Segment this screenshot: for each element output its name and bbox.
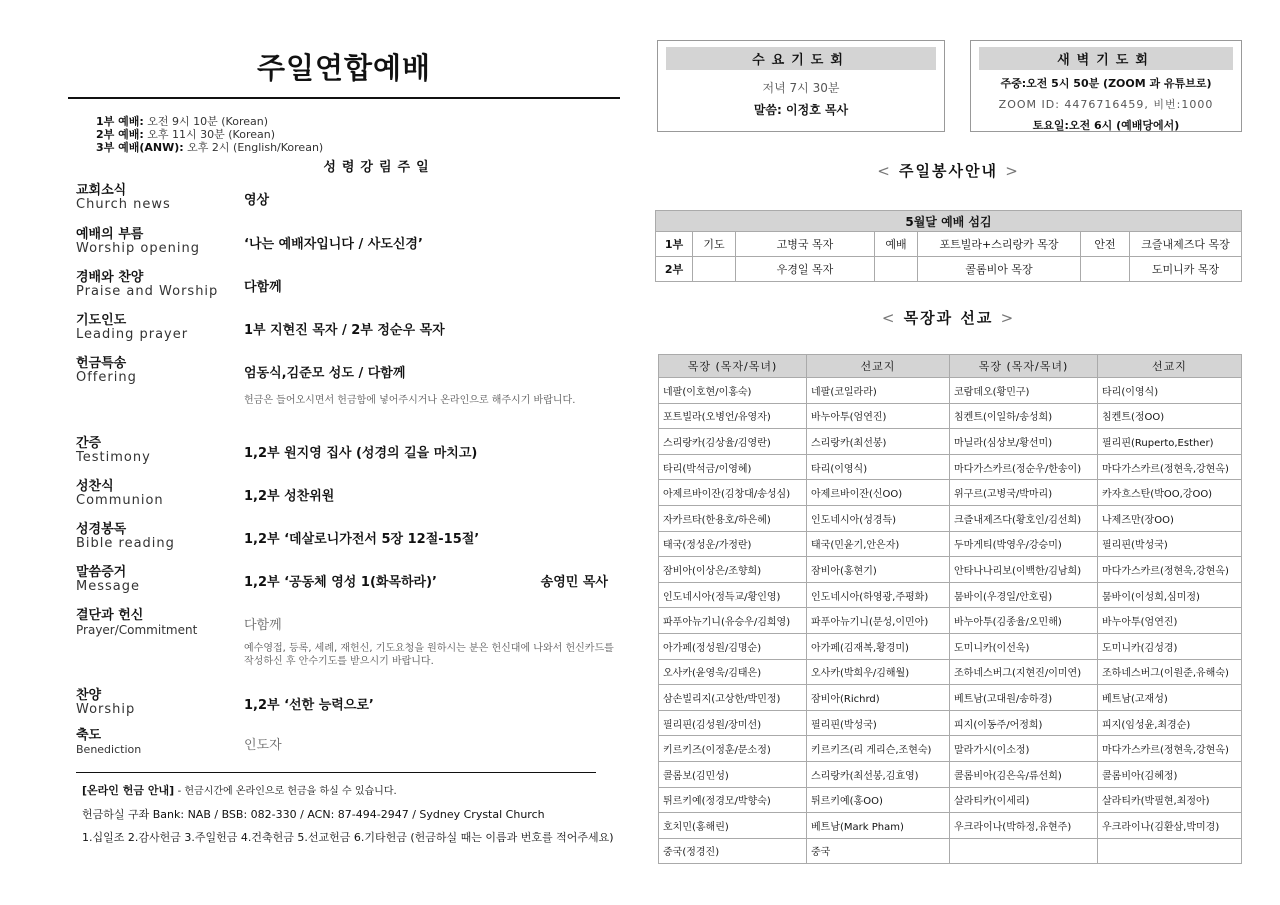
parish-cell: 조하네스버그(지현진/이미연)	[950, 659, 1098, 685]
preacher: 송영민 목사	[540, 575, 608, 590]
mission-field-cell: 살라티카(박필현,최정아)	[1098, 787, 1242, 813]
table-row	[659, 531, 1242, 557]
service-time-row: 3부 예배(ANW): 오후 2시 (English/Korean)	[96, 141, 324, 154]
parish-cell: 아가페(정성원/김명순)	[659, 633, 807, 659]
table-row	[659, 761, 1242, 787]
dawn-weekday: 주중:오전 5시 50분 (ZOOM 과 유튜브로)	[1000, 77, 1212, 90]
mission-field-cell: 카자흐스탄(박OO,강OO)	[1098, 480, 1242, 506]
mission-field-cell: 아가페(김재복,황경미)	[807, 633, 950, 659]
mission-field-cell: 아제르바이잔(신OO)	[807, 480, 950, 506]
table-row	[659, 736, 1242, 762]
column-header: 목장 (목자/목녀)	[950, 355, 1098, 378]
mission-field-cell: 도미니카(김성경)	[1098, 633, 1242, 659]
table-row	[659, 429, 1242, 455]
mission-field-cell: 잠비아(홍현기)	[807, 557, 950, 583]
parish-cell: 코람데오(황민구)	[950, 378, 1098, 404]
wednesday-speaker: 말씀: 이정호 목사	[753, 103, 849, 117]
parish-cell: 파푸아뉴기니(유승우/김희영)	[659, 608, 807, 634]
mission-field-cell: 필리핀(박성국)	[1098, 531, 1242, 557]
parish-cell: 위구르(고병국/박마리)	[950, 480, 1098, 506]
mission-field-cell: 침켄트(정OO)	[1098, 403, 1242, 429]
order-item: 간증 Testimony 1,2부 원지영 집사 (성경의 길을 마치고)	[76, 436, 478, 465]
parish-cell: 타리(박석금/이영혜)	[659, 454, 807, 480]
offering-note: 헌금은 들어오시면서 헌금함에 넣어주시거나 온라인으로 해주시기 바랍니다.	[244, 395, 576, 406]
mission-table	[658, 354, 1242, 864]
online-offering	[82, 783, 620, 845]
parish-cell: 필리핀(김성원/장미선)	[659, 710, 807, 736]
mission-header-row	[659, 355, 1242, 378]
table-row: 1부 기도 고병국 목자 예배 포트빌라+스리랑카 목장 안전 크즐내제즈다 목장	[656, 232, 1242, 257]
order-item: 결단과 헌신 Prayer/Commitment 다함께	[76, 608, 282, 637]
parish-cell	[950, 838, 1098, 864]
order-item: 말씀증거 Message 1,2부 ‘공동체 영성 1(화목하라)’ 송영민 목사	[76, 565, 608, 594]
mission-field-cell: 중국	[807, 838, 950, 864]
service-time-row: 1부 예배: 오전 9시 10분 (Korean)	[96, 115, 268, 128]
mission-field-cell: 튀르키예(홍OO)	[807, 787, 950, 813]
parish-cell: 두마게티(박영우/강승미)	[950, 531, 1098, 557]
mission-field-cell: 베트남(Mark Pham)	[807, 813, 950, 839]
table-row	[659, 582, 1242, 608]
parish-cell: 아제르바이잔(김창대/송성심)	[659, 480, 807, 506]
parish-cell: 마닐라(심상보/황선미)	[950, 429, 1098, 455]
parish-cell: 우크라이나(박하정,유현주)	[950, 813, 1098, 839]
column-header: 선교지	[1098, 355, 1242, 378]
dawn-title: 새벽기도회	[979, 47, 1233, 70]
table-row	[659, 813, 1242, 839]
mission-field-cell: 뭄바이(이성희,심미정)	[1098, 582, 1242, 608]
mission-field-cell: 콜롬비아(김혜정)	[1098, 761, 1242, 787]
table-row	[659, 838, 1242, 864]
dawn-prayer-box	[970, 40, 1242, 132]
table-row	[659, 608, 1242, 634]
parish-cell: 살라티카(이세리)	[950, 787, 1098, 813]
online-divider	[76, 772, 596, 773]
wednesday-prayer-box	[657, 40, 945, 132]
table-row: 2부 우경일 목자 콜롬비아 목장 도미니카 목장	[656, 257, 1242, 282]
parish-cell: 네팔(이호현/이홍숙)	[659, 378, 807, 404]
mission-field-cell: 네팔(코일라라)	[807, 378, 950, 404]
mission-field-cell: 태국(민윤기,안은자)	[807, 531, 950, 557]
order-item: 성찬식 Communion 1,2부 성찬위원	[76, 479, 335, 508]
mission-field-cell: 타리(이영식)	[807, 454, 950, 480]
parish-cell: 중국(정경진)	[659, 838, 807, 864]
sunday-bulletin	[68, 40, 620, 853]
service-table-title: 5월달 예배 섬김	[656, 211, 1242, 232]
parish-cell: 호치민(홍해린)	[659, 813, 807, 839]
mission-field-cell	[1098, 838, 1242, 864]
order-item: 축도 Benediction 인도자	[76, 728, 282, 756]
mission-field-cell: 타리(이영식)	[1098, 378, 1242, 404]
mission-field-cell: 마다가스카르(정현욱,강현옥)	[1098, 736, 1242, 762]
order-item: 경배와 찬양 Praise and Worship 다함께	[76, 270, 282, 299]
mission-field-cell: 필리핀(박성국)	[807, 710, 950, 736]
service-times	[96, 115, 620, 154]
mission-field-cell: 조하네스버그(이원준,유해숙)	[1098, 659, 1242, 685]
parish-cell: 마다가스카르(정순우/한송이)	[950, 454, 1098, 480]
online-title: [온라인 헌금 안내]	[82, 784, 175, 797]
mission-field-cell: 키르키즈(리 게리슨,조현숙)	[807, 736, 950, 762]
order-item: 기도인도 Leading prayer 1부 지현진 목자 / 2부 정순우 목자	[76, 313, 445, 342]
order-item: 교회소식 Church news 영상	[76, 183, 270, 212]
online-desc: - 헌금시간에 온라인으로 헌금을 하실 수 있습니다.	[177, 786, 397, 797]
mission-field-cell: 인도네시아(하영광,주평화)	[807, 582, 950, 608]
table-row	[659, 633, 1242, 659]
table-row	[659, 378, 1242, 404]
wednesday-title: 수요기도회	[666, 47, 936, 70]
mission-field-cell: 마다가스카르(정현욱,강현옥)	[1098, 454, 1242, 480]
parish-cell: 콜롬보(김민성)	[659, 761, 807, 787]
page-title: 주일연합예배	[256, 51, 432, 85]
title-divider	[68, 97, 620, 99]
commitment-note: 예수영접, 등록, 세례, 재헌신, 기도요청을 원하시는 분은 헌신대에 나와서 헌신카드를 작성하신 후 안수기도를 받으시기 바랍니다.	[244, 643, 614, 667]
parish-cell: 뭄바이(우경일/안호림)	[950, 582, 1098, 608]
parish-cell: 삼손빌리지(고상한/박민정)	[659, 685, 807, 711]
order-item: 예배의 부름 Worship opening ‘나는 예배자입니다 / 사도신경’	[76, 227, 423, 256]
parish-cell: 피지(이동주/어정희)	[950, 710, 1098, 736]
parish-cell: 도미니카(이선욱)	[950, 633, 1098, 659]
mission-field-cell: 베트남(고재성)	[1098, 685, 1242, 711]
parish-cell: 오사카(윤영욱/김태은)	[659, 659, 807, 685]
mission-field-cell: 나제즈만(장OO)	[1098, 505, 1242, 531]
sunday-theme: 성령강림주일	[323, 160, 435, 175]
service-guide-heading: < 주일봉사안내 >	[877, 162, 1020, 180]
mission-field-cell: 바누아투(엄연진)	[807, 403, 950, 429]
parish-cell: 침켄트(이일하/송성희)	[950, 403, 1098, 429]
parish-cell: 스리랑카(김상율/김영란)	[659, 429, 807, 455]
table-row	[659, 659, 1242, 685]
mission-heading: < 목장과 선교 >	[881, 309, 1016, 327]
wednesday-time: 저녁 7시 30분	[762, 81, 840, 95]
table-row	[659, 685, 1242, 711]
dawn-zoom: ZOOM ID: 4476716459, 비번:1000	[998, 98, 1214, 111]
parish-cell: 태국(정성운/가정란)	[659, 531, 807, 557]
mission-field-cell: 파푸아뉴기니(문성,이민아)	[807, 608, 950, 634]
table-row	[659, 480, 1242, 506]
mission-field-cell: 피지(임성윤,최경순)	[1098, 710, 1242, 736]
column-header: 목장 (목자/목녀)	[659, 355, 807, 378]
table-row	[659, 557, 1242, 583]
parish-cell: 잠비아(이상은/조향희)	[659, 557, 807, 583]
order-item: 찬양 Worship 1,2부 ‘선한 능력으로’	[76, 688, 374, 717]
parish-cell: 키르키즈(이정훈/문소정)	[659, 736, 807, 762]
table-row	[659, 505, 1242, 531]
mission-field-cell: 잠비아(Richrd)	[807, 685, 950, 711]
parish-cell: 바누아투(김종율/오민해)	[950, 608, 1098, 634]
order-item: 성경봉독 Bible reading 1,2부 ‘데살로니가전서 5장 12절-15절’	[76, 522, 480, 551]
mission-field-cell: 스리랑카(최선봉)	[807, 429, 950, 455]
offering-types: 1.십일조 2.감사헌금 3.주일헌금 4.건축헌금 5.선교헌금 6.기타헌금 (헌금하실 때는 이름과 번호를 적어주세요)	[82, 831, 614, 844]
mission-field-cell: 바누아투(엄연진)	[1098, 608, 1242, 634]
parish-cell: 인도네시아(정득교/황인영)	[659, 582, 807, 608]
table-row	[659, 454, 1242, 480]
service-time-row: 2부 예배: 오후 11시 30분 (Korean)	[96, 128, 275, 141]
mission-field-cell: 오사카(박희우/김해월)	[807, 659, 950, 685]
dawn-saturday: 토요일:오전 6시 (예배당에서)	[1032, 119, 1180, 132]
parish-cell: 자카르타(한용호/하은혜)	[659, 505, 807, 531]
message-title: 1,2부 ‘공동체 영성 1(화목하라)’	[244, 575, 437, 590]
table-row	[659, 710, 1242, 736]
service-table	[655, 210, 1242, 282]
parish-cell: 안타나나리보(이백한/김남희)	[950, 557, 1098, 583]
mission-field-cell: 마다가스카르(정현욱,강현옥)	[1098, 557, 1242, 583]
parish-cell: 베트남(고대원/송하경)	[950, 685, 1098, 711]
bank-account: 헌금하실 구좌 Bank: NAB / BSB: 082-330 / ACN: 87-494-2947 / Sydney Crystal Church	[82, 808, 545, 821]
parish-cell: 콜롬비아(김은옥/류선희)	[950, 761, 1098, 787]
parish-cell: 말라가시(이소정)	[950, 736, 1098, 762]
mission-field-cell: 스리랑카(최선봉,김효영)	[807, 761, 950, 787]
parish-cell: 튀르키예(정경모/박향숙)	[659, 787, 807, 813]
table-row	[659, 403, 1242, 429]
column-header: 선교지	[807, 355, 950, 378]
mission-field-cell: 필리핀(Ruperto,Esther)	[1098, 429, 1242, 455]
order-item: 헌금특송 Offering 엄동식,김준모 성도 / 다함께	[76, 356, 406, 385]
parish-cell: 포트빌라(오병언/유영자)	[659, 403, 807, 429]
mission-field-cell: 인도네시아(성경득)	[807, 505, 950, 531]
parish-cell: 크즐내제즈다(황호인/김선희)	[950, 505, 1098, 531]
table-row	[659, 787, 1242, 813]
mission-field-cell: 우크라이나(김환삼,박미경)	[1098, 813, 1242, 839]
